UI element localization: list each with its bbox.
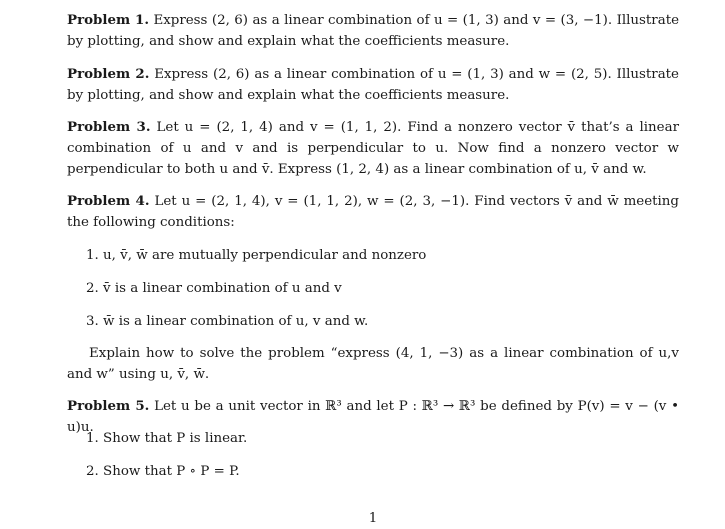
problem-4-condition-3: 3. w̄ is a linear combination of u, v and w. [86,314,369,329]
problem-1 [67,10,679,52]
problem-4 [67,191,679,233]
problem-2-heading: Problem 2. [67,66,150,82]
problem-4-explain: Explain how to solve the problem “express (4, 1, −3) as a linear combination of u,v and w” using u, v̄, w̄. [67,346,679,382]
problem-4-text: Let u = (2, 1, 4), v = (1, 1, 2), w = (2, 3, −1). Find vectors v̄ and w̄ meeting the following conditions: [67,194,680,230]
problem-5-heading: Problem 5. [67,398,150,414]
problem-4-condition-1: 1. u, v̄, w̄ are mutually perpendicular and nonzero [86,248,427,263]
problem-3-text: Let u = (2, 1, 4) and v = (1, 1, 2). Find a nonzero vector v̄ that’s a linear combination of u and v and is perpendicular to u. Now find a nonzero vector w perpendicular to both u and v̄. Express (1, 2, 4) as a linear combination of u, v̄ and w. [67,120,679,177]
problem-5-part-1: 1. Show that P is linear. [86,431,248,446]
problem-4-condition-2: 2. v̄ is a linear combination of u and v [86,281,342,296]
problem-5-text: Let u be a unit vector in ℝ³ and let P : ℝ³ → ℝ³ be defined by P(v) = v − (v • u)u. [67,399,679,435]
problem-3-heading: Problem 3. [67,119,151,135]
problem-1-heading: Problem 1. [67,12,150,28]
problem-2 [67,64,679,106]
problem-4-heading: Problem 4. [67,193,150,209]
problem-5-part-2: 2. Show that P ∘ P = P. [86,464,240,479]
page-number: 1 [368,511,378,526]
problem-2-text: Express (2, 6) as a linear combination of u = (1, 3) and w = (2, 5). Illustrate by plotting, and show and explain what the coefficients measure. [67,67,679,103]
problem-3 [67,117,679,180]
problem-1-text: Express (2, 6) as a linear combination of u = (1, 3) and v = (3, −1). Illustrate by plotting, and show and explain what the coefficients measure. [67,13,679,49]
